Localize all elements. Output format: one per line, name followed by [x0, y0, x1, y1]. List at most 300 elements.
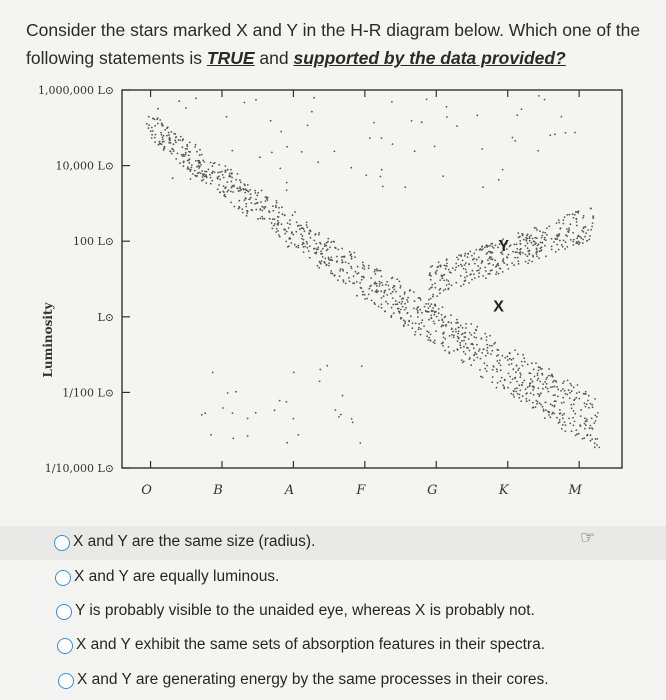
star-point	[274, 223, 276, 225]
star-point	[173, 150, 175, 152]
star-point	[585, 391, 587, 393]
star-point	[584, 417, 586, 419]
star-point	[448, 352, 450, 354]
star-point	[276, 200, 278, 202]
star-point	[528, 372, 530, 374]
star-point	[555, 380, 557, 382]
star-point	[379, 281, 381, 283]
star-point	[455, 266, 457, 268]
star-point	[261, 210, 263, 212]
star-point	[521, 233, 523, 235]
star-point	[190, 178, 192, 180]
star-point	[523, 357, 525, 359]
star-point	[278, 212, 280, 214]
star-point	[255, 199, 257, 201]
star-point	[450, 322, 452, 324]
radio-button[interactable]	[58, 673, 74, 689]
star-point	[397, 303, 399, 305]
star-point	[582, 217, 584, 219]
star-point	[596, 416, 598, 418]
star-point	[225, 170, 227, 172]
star-point	[579, 424, 581, 426]
star-point	[392, 287, 394, 289]
star-point	[240, 181, 242, 183]
star-point	[255, 192, 257, 194]
star-point	[554, 405, 556, 407]
star-point	[374, 273, 376, 275]
star-point	[179, 162, 181, 164]
star-point	[572, 241, 574, 243]
star-point	[376, 285, 378, 287]
star-point	[318, 234, 320, 236]
star-point	[595, 420, 597, 422]
star-point	[557, 396, 559, 398]
star-point	[468, 282, 470, 284]
star-point	[152, 118, 154, 120]
option-row-1[interactable]	[0, 526, 666, 560]
star-point	[468, 338, 470, 340]
star-point	[460, 264, 462, 266]
star-point	[297, 245, 299, 247]
star-point	[514, 377, 516, 379]
star-point	[487, 273, 489, 275]
star-point	[527, 233, 529, 235]
star-point	[511, 359, 513, 361]
star-point	[551, 405, 553, 407]
star-point	[325, 258, 327, 260]
star-point	[324, 245, 326, 247]
star-point	[539, 381, 541, 383]
star-point	[261, 206, 263, 208]
star-point	[150, 130, 152, 132]
star-point	[529, 240, 531, 242]
star-point	[431, 303, 433, 305]
radio-button[interactable]	[56, 604, 72, 620]
star-point	[212, 171, 214, 173]
star-point	[421, 312, 423, 314]
star-point	[188, 162, 190, 164]
star-point	[538, 95, 540, 97]
star-point	[421, 121, 423, 123]
star-point	[390, 316, 392, 318]
star-point	[489, 256, 491, 258]
star-point	[590, 440, 592, 442]
star-point	[279, 236, 281, 238]
star-point	[237, 187, 239, 189]
star-point	[374, 269, 376, 271]
star-point	[286, 189, 288, 191]
star-point	[254, 203, 256, 205]
star-point	[438, 320, 440, 322]
star-point	[535, 406, 537, 408]
option-row-4[interactable]	[0, 629, 666, 663]
star-point	[344, 256, 346, 258]
star-point	[322, 248, 324, 250]
star-point	[436, 295, 438, 297]
star-point	[451, 334, 453, 336]
star-point	[555, 251, 557, 253]
star-point	[430, 333, 432, 335]
star-point	[585, 232, 587, 234]
star-point	[519, 376, 521, 378]
star-point	[591, 417, 593, 419]
star-point	[157, 108, 159, 110]
star-point	[551, 246, 553, 248]
star-point	[458, 327, 460, 329]
star-point	[328, 265, 330, 267]
star-point	[178, 139, 180, 141]
star-point	[597, 412, 599, 414]
star-point	[532, 389, 534, 391]
star-point	[473, 359, 475, 361]
star-point	[475, 249, 477, 251]
star-point	[213, 163, 215, 165]
star-point	[508, 373, 510, 375]
star-point	[374, 271, 376, 273]
star-point	[218, 176, 220, 178]
star-point	[148, 116, 150, 118]
star-point	[325, 245, 327, 247]
star-point	[430, 275, 432, 277]
star-point	[278, 216, 280, 218]
star-point	[516, 114, 518, 116]
star-point	[489, 263, 491, 265]
star-point	[225, 186, 227, 188]
star-point	[227, 392, 229, 394]
star-point	[549, 416, 551, 418]
star-point	[405, 307, 407, 309]
star-point	[573, 404, 575, 406]
star-point	[569, 392, 571, 394]
star-point	[513, 390, 515, 392]
star-point	[502, 169, 504, 171]
star-point	[189, 151, 191, 153]
star-point	[564, 248, 566, 250]
star-point	[438, 261, 440, 263]
star-point	[491, 345, 493, 347]
star-point	[382, 186, 384, 188]
star-point	[596, 444, 598, 446]
star-point	[202, 173, 204, 175]
star-point	[250, 197, 252, 199]
star-point	[533, 386, 535, 388]
option-row-5[interactable]	[0, 664, 666, 698]
star-point	[434, 283, 436, 285]
star-point	[563, 413, 565, 415]
star-point	[199, 154, 201, 156]
radio-button[interactable]	[57, 638, 73, 654]
star-point	[318, 267, 320, 269]
star-point	[237, 173, 239, 175]
star-point	[551, 238, 553, 240]
star-point	[222, 407, 224, 409]
star-point	[519, 389, 521, 391]
star-point	[465, 271, 467, 273]
star-point	[217, 177, 219, 179]
star-point	[560, 390, 562, 392]
x-tick-label: K	[498, 483, 509, 498]
star-point	[490, 270, 492, 272]
star-point	[473, 347, 475, 349]
star-point	[354, 256, 356, 258]
star-point	[309, 257, 311, 259]
star-point	[547, 411, 549, 413]
star-point	[332, 273, 334, 275]
star-point	[512, 378, 514, 380]
star-point	[571, 385, 573, 387]
star-point	[557, 389, 559, 391]
star-point	[484, 247, 486, 249]
star-point	[512, 251, 514, 253]
star-point	[584, 423, 586, 425]
star-point	[545, 409, 547, 411]
star-point	[308, 250, 310, 252]
star-point	[507, 257, 509, 259]
star-point	[452, 267, 454, 269]
star-point	[362, 262, 364, 264]
star-point	[309, 230, 311, 232]
star-point	[381, 276, 383, 278]
star-point	[293, 372, 295, 374]
star-point	[175, 136, 177, 138]
star-point	[500, 369, 502, 371]
star-point	[577, 236, 579, 238]
radio-button[interactable]	[55, 570, 71, 586]
star-point	[586, 403, 588, 405]
star-point	[446, 263, 448, 265]
star-point	[300, 225, 302, 227]
star-point	[561, 244, 563, 246]
star-point	[536, 253, 538, 255]
star-point	[195, 97, 197, 99]
star-point	[455, 263, 457, 265]
option-row-2[interactable]	[0, 561, 666, 595]
star-point	[518, 397, 520, 399]
star-point	[464, 277, 466, 279]
star-point	[553, 413, 555, 415]
star-point	[512, 368, 514, 370]
star-point	[522, 365, 524, 367]
star-point	[560, 412, 562, 414]
star-point	[409, 289, 411, 291]
star-point	[380, 290, 382, 292]
star-point	[587, 229, 589, 231]
star-point	[327, 238, 329, 240]
star-point	[574, 413, 576, 415]
star-point	[584, 428, 586, 430]
star-point	[202, 176, 204, 178]
star-point	[238, 190, 240, 192]
star-point	[266, 198, 268, 200]
star-point	[394, 286, 396, 288]
star-point	[265, 200, 267, 202]
star-point	[525, 254, 527, 256]
star-point	[439, 292, 441, 294]
star-point	[583, 215, 585, 217]
star-point	[428, 303, 430, 305]
star-point	[581, 230, 583, 232]
star-point	[471, 255, 473, 257]
star-point	[486, 253, 488, 255]
star-point	[442, 345, 444, 347]
star-point	[511, 363, 513, 365]
star-point	[564, 421, 566, 423]
star-point	[404, 309, 406, 311]
star-point	[272, 218, 274, 220]
radio-button[interactable]	[54, 535, 70, 551]
star-point	[407, 312, 409, 314]
star-point	[417, 310, 419, 312]
star-point	[526, 240, 528, 242]
star-point	[330, 270, 332, 272]
option-row-3[interactable]	[0, 595, 666, 629]
star-point	[212, 165, 214, 167]
star-point	[288, 227, 290, 229]
star-point	[316, 251, 318, 253]
star-point	[230, 169, 232, 171]
star-point	[445, 288, 447, 290]
star-point	[446, 106, 448, 108]
star-point	[191, 164, 193, 166]
star-point	[218, 164, 220, 166]
star-point	[441, 318, 443, 320]
star-point	[535, 252, 537, 254]
star-point	[432, 310, 434, 312]
star-point	[498, 273, 500, 275]
star-point	[392, 304, 394, 306]
star-point	[382, 284, 384, 286]
star-point	[353, 275, 355, 277]
star-point	[587, 400, 589, 402]
star-point	[465, 327, 467, 329]
star-point	[335, 409, 337, 411]
star-point	[442, 277, 444, 279]
y-tick-label: 1,000,000 L⊙	[37, 84, 114, 97]
star-point	[341, 248, 343, 250]
star-point	[381, 137, 383, 139]
star-point	[369, 137, 371, 139]
star-point	[442, 321, 444, 323]
star-point	[301, 151, 303, 153]
star-point	[435, 311, 437, 313]
star-point	[337, 249, 339, 251]
star-point	[483, 348, 485, 350]
star-point	[421, 322, 423, 324]
star-point	[263, 206, 265, 208]
star-point	[399, 287, 401, 289]
star-point	[448, 346, 450, 348]
star-point	[278, 222, 280, 224]
star-point	[503, 388, 505, 390]
star-point	[319, 369, 321, 371]
star-point	[210, 434, 212, 436]
star-point	[202, 160, 204, 162]
star-point	[444, 350, 446, 352]
star-point	[384, 310, 386, 312]
star-point	[245, 203, 247, 205]
star-point	[582, 242, 584, 244]
star-point	[543, 410, 545, 412]
star-point	[201, 414, 203, 416]
star-point	[361, 276, 363, 278]
star-point	[450, 272, 452, 274]
star-point	[195, 144, 197, 146]
star-point	[414, 300, 416, 302]
star-point	[594, 415, 596, 417]
star-point	[444, 338, 446, 340]
star-point	[573, 244, 575, 246]
star-point	[187, 160, 189, 162]
star-point	[448, 321, 450, 323]
star-point	[385, 290, 387, 292]
star-point	[559, 240, 561, 242]
star-point	[548, 368, 550, 370]
star-point	[551, 249, 553, 251]
option-label: X and Y exhibit the same sets of absorption features in their spectra.	[76, 636, 546, 653]
star-point	[383, 295, 385, 297]
star-point	[569, 397, 571, 399]
star-point	[591, 404, 593, 406]
star-point	[474, 263, 476, 265]
star-point	[249, 189, 251, 191]
star-point	[464, 253, 466, 255]
star-point	[478, 350, 480, 352]
star-point	[199, 161, 201, 163]
star-point	[582, 239, 584, 241]
star-point	[427, 307, 429, 309]
star-point	[378, 306, 380, 308]
star-point	[433, 321, 435, 323]
star-point	[530, 392, 532, 394]
star-point	[401, 301, 403, 303]
star-point	[568, 418, 570, 420]
star-point	[163, 135, 165, 137]
star-point	[288, 245, 290, 247]
star-point	[566, 214, 568, 216]
star-point	[255, 209, 257, 211]
star-point	[300, 233, 302, 235]
star-point	[244, 199, 246, 201]
star-point	[340, 414, 342, 416]
star-point	[479, 267, 481, 269]
star-point	[468, 263, 470, 265]
star-point	[318, 232, 320, 234]
star-point	[218, 184, 220, 186]
star-point	[424, 306, 426, 308]
star-point	[411, 327, 413, 329]
star-point	[466, 275, 468, 277]
star-point	[368, 265, 370, 267]
star-point	[441, 314, 443, 316]
star-point	[580, 409, 582, 411]
star-point	[297, 225, 299, 227]
star-x-label: X	[493, 298, 504, 316]
star-point	[229, 175, 231, 177]
star-point	[528, 253, 530, 255]
star-point	[479, 369, 481, 371]
star-point	[171, 153, 173, 155]
star-point	[273, 225, 275, 227]
star-point	[151, 127, 153, 129]
star-point	[202, 179, 204, 181]
star-point	[246, 212, 248, 214]
star-point	[385, 301, 387, 303]
star-point	[173, 143, 175, 145]
star-point	[381, 297, 383, 299]
star-point	[548, 375, 550, 377]
star-point	[594, 398, 596, 400]
star-point	[445, 325, 447, 327]
